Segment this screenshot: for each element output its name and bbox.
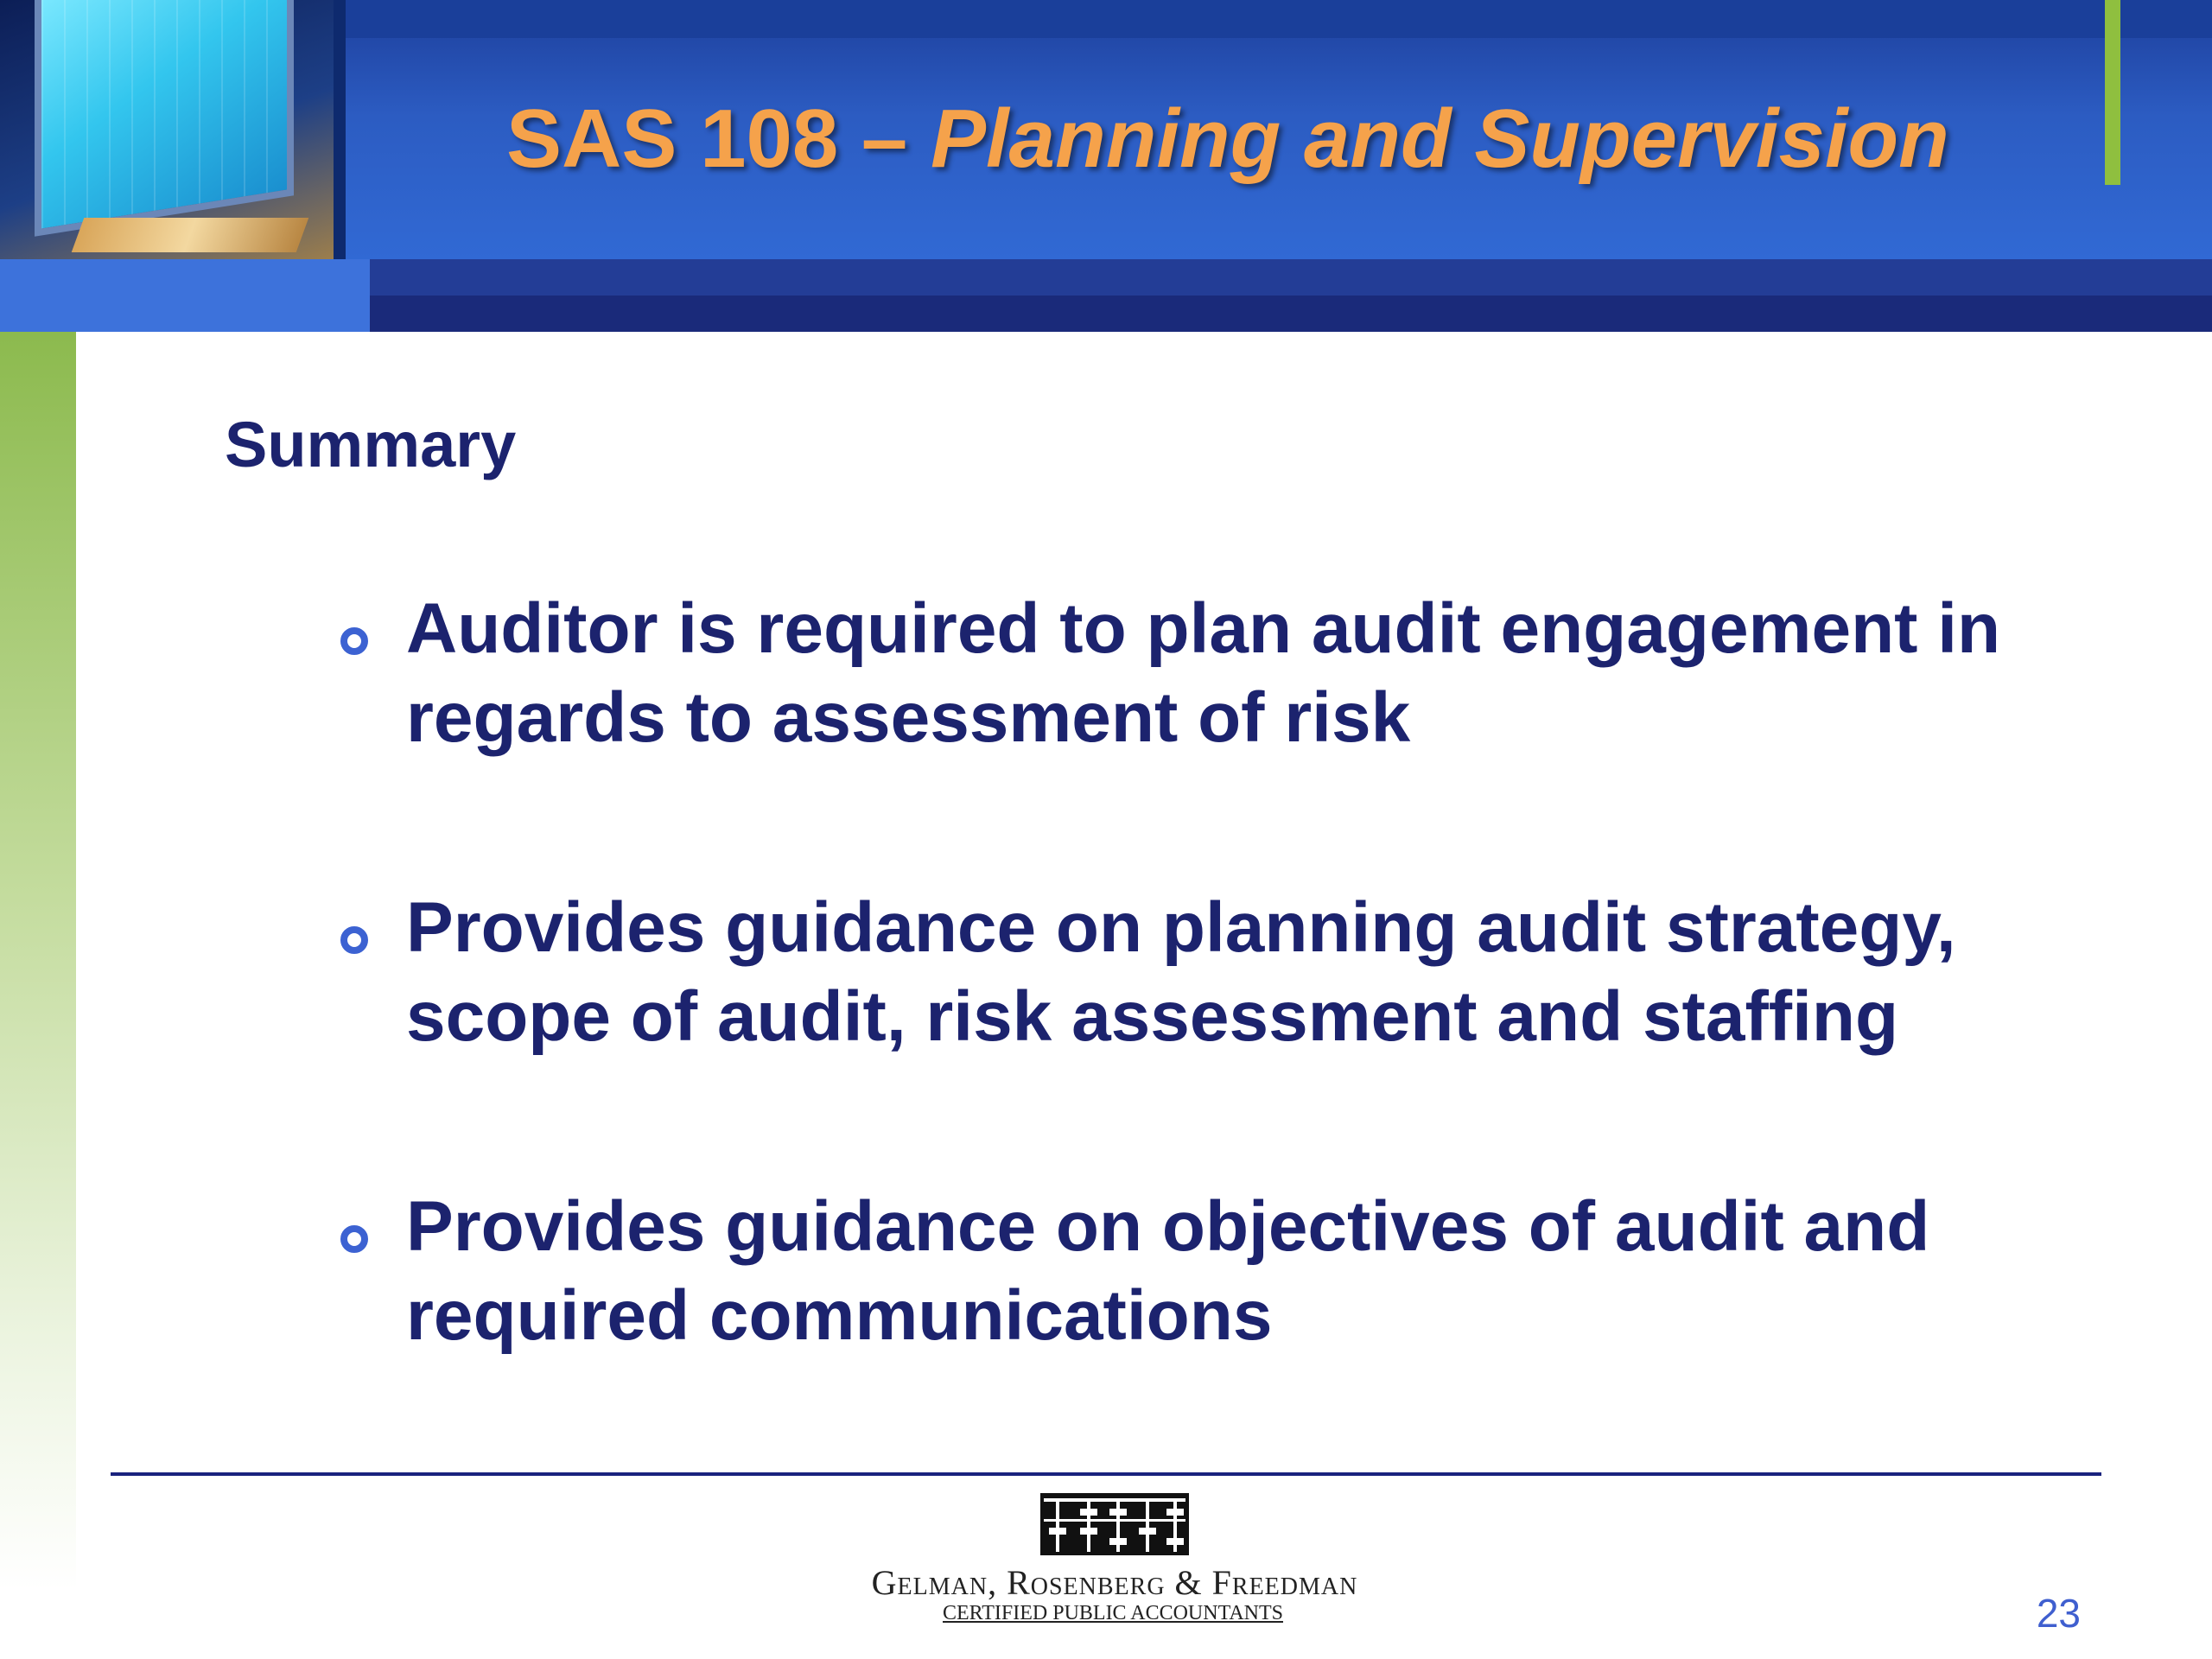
page-number: 23 bbox=[2036, 1591, 2081, 1636]
monitor-base bbox=[72, 218, 309, 252]
computer-monitor-image bbox=[0, 0, 334, 259]
hollow-circle-bullet-icon bbox=[340, 1225, 368, 1253]
left-gradient-bar bbox=[0, 332, 76, 1590]
bullet-item bbox=[337, 1182, 2100, 1360]
bullet-text: Provides guidance on planning audit strategy, scope of audit, risk assessment and staffing bbox=[406, 888, 1956, 1056]
footer-rule bbox=[111, 1472, 2101, 1476]
abacus-logo-icon bbox=[1040, 1493, 1189, 1555]
bullet-text: Auditor is required to plan audit engagement in regards to assessment of risk bbox=[406, 589, 2001, 757]
slide-title bbox=[506, 92, 1949, 187]
header-bar-light bbox=[0, 259, 370, 332]
monitor-screen bbox=[35, 0, 294, 237]
header-divider bbox=[334, 0, 346, 259]
slide-header bbox=[0, 0, 2212, 259]
hollow-circle-bullet-icon bbox=[340, 926, 368, 954]
slide-title-prefix: SAS 108 – bbox=[506, 92, 931, 185]
header-bar-dark bbox=[370, 259, 2212, 296]
bullet-text: Provides guidance on objectives of audit and required communications bbox=[406, 1187, 1930, 1355]
header-accent-line bbox=[2105, 0, 2120, 185]
bullet-list bbox=[337, 584, 2100, 1481]
firm-name: Gelman, Rosenberg & Freedman bbox=[871, 1563, 1358, 1602]
bullet-item bbox=[337, 883, 2100, 1061]
hollow-circle-bullet-icon bbox=[340, 627, 368, 655]
firm-tagline: CERTIFIED PUBLIC ACCOUNTANTS bbox=[943, 1602, 1283, 1624]
bullet-item bbox=[337, 584, 2100, 762]
slide-title-italic: Planning and Supervision bbox=[930, 92, 1949, 185]
slide-subtitle: Summary bbox=[225, 409, 517, 480]
header-top-band bbox=[346, 0, 2212, 38]
header-bar-navy bbox=[370, 296, 2212, 332]
